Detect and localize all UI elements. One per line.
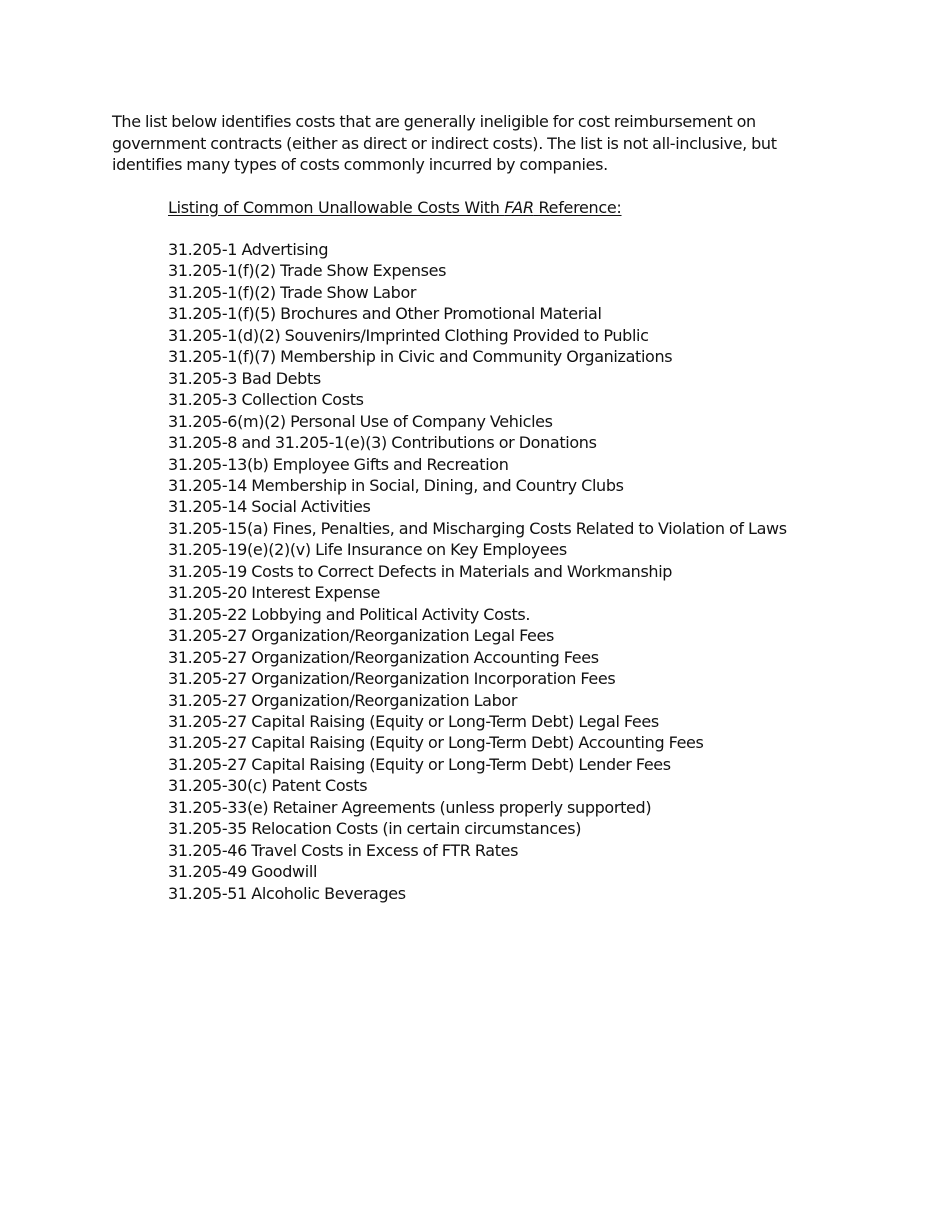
list-item: 31.205-1(f)(2) Trade Show Labor bbox=[168, 282, 417, 302]
list-item: 31.205-19(e)(2)(v) Life Insurance on Key Employees bbox=[168, 540, 567, 560]
list-heading bbox=[168, 197, 622, 219]
list-item: 31.205-27 Capital Raising (Equity or Long-Term Debt) Legal Fees bbox=[168, 711, 659, 731]
list-item: 31.205-20 Interest Expense bbox=[168, 583, 380, 603]
intro-paragraph: The list below identifies costs that are generally ineligible for cost reimbursement on government contracts (either as direct or indirect costs). The list is not all-inclusive, but identifies many types of costs commonly incurred by companies. bbox=[112, 112, 777, 174]
list-item: 31.205-22 Lobbying and Political Activity Costs. bbox=[168, 604, 531, 624]
list-item: 31.205-49 Goodwill bbox=[168, 862, 318, 882]
list-item: 31.205-8 and 31.205-1(e)(3) Contributions or Donations bbox=[168, 433, 597, 453]
list-item: 31.205-1 Advertising bbox=[168, 240, 329, 259]
list-item: 31.205-15(a) Fines, Penalties, and Mischarging Costs Related to Violation of Laws bbox=[168, 518, 787, 538]
list-item: 31.205-19 Costs to Correct Defects in Materials and Workmanship bbox=[168, 561, 673, 581]
list-item: 31.205-27 Capital Raising (Equity or Long-Term Debt) Lender Fees bbox=[168, 754, 671, 774]
list-item: 31.205-35 Relocation Costs (in certain circumstances) bbox=[168, 819, 582, 839]
list-item: 31.205-3 Collection Costs bbox=[168, 390, 364, 410]
list-item: 31.205-1(f)(7) Membership in Civic and Community Organizations bbox=[168, 347, 673, 367]
list-item: 31.205-30(c) Patent Costs bbox=[168, 776, 368, 796]
list-item: 31.205-33(e) Retainer Agreements (unless properly supported) bbox=[168, 797, 652, 817]
unallowable-costs-list bbox=[168, 239, 787, 904]
list-item: 31.205-14 Membership in Social, Dining, and Country Clubs bbox=[168, 475, 624, 495]
list-item: 31.205-27 Organization/Reorganization Labor bbox=[168, 690, 518, 710]
list-item: 31.205-1(d)(2) Souvenirs/Imprinted Clothing Provided to Public bbox=[168, 325, 649, 345]
list-item: 31.205-51 Alcoholic Beverages bbox=[168, 883, 406, 903]
list-heading-text: Listing of Common Unallowable Costs With bbox=[168, 198, 505, 217]
list-heading-suffix: Reference: bbox=[533, 198, 622, 217]
list-item: 31.205-1(f)(5) Brochures and Other Promotional Material bbox=[168, 304, 602, 324]
list-item: 31.205-27 Capital Raising (Equity or Long-Term Debt) Accounting Fees bbox=[168, 733, 704, 753]
list-item: 31.205-3 Bad Debts bbox=[168, 368, 321, 388]
list-item: 31.205-27 Organization/Reorganization Incorporation Fees bbox=[168, 669, 616, 689]
list-item: 31.205-13(b) Employee Gifts and Recreation bbox=[168, 454, 509, 474]
list-item: 31.205-27 Organization/Reorganization Legal Fees bbox=[168, 626, 555, 646]
list-item: 31.205-14 Social Activities bbox=[168, 497, 371, 517]
list-item: 31.205-27 Organization/Reorganization Accounting Fees bbox=[168, 647, 599, 667]
list-heading-far: FAR bbox=[504, 198, 534, 217]
list-item: 31.205-46 Travel Costs in Excess of FTR Rates bbox=[168, 840, 519, 860]
list-item: 31.205-6(m)(2) Personal Use of Company Vehicles bbox=[168, 411, 553, 431]
list-item: 31.205-1(f)(2) Trade Show Expenses bbox=[168, 261, 447, 281]
